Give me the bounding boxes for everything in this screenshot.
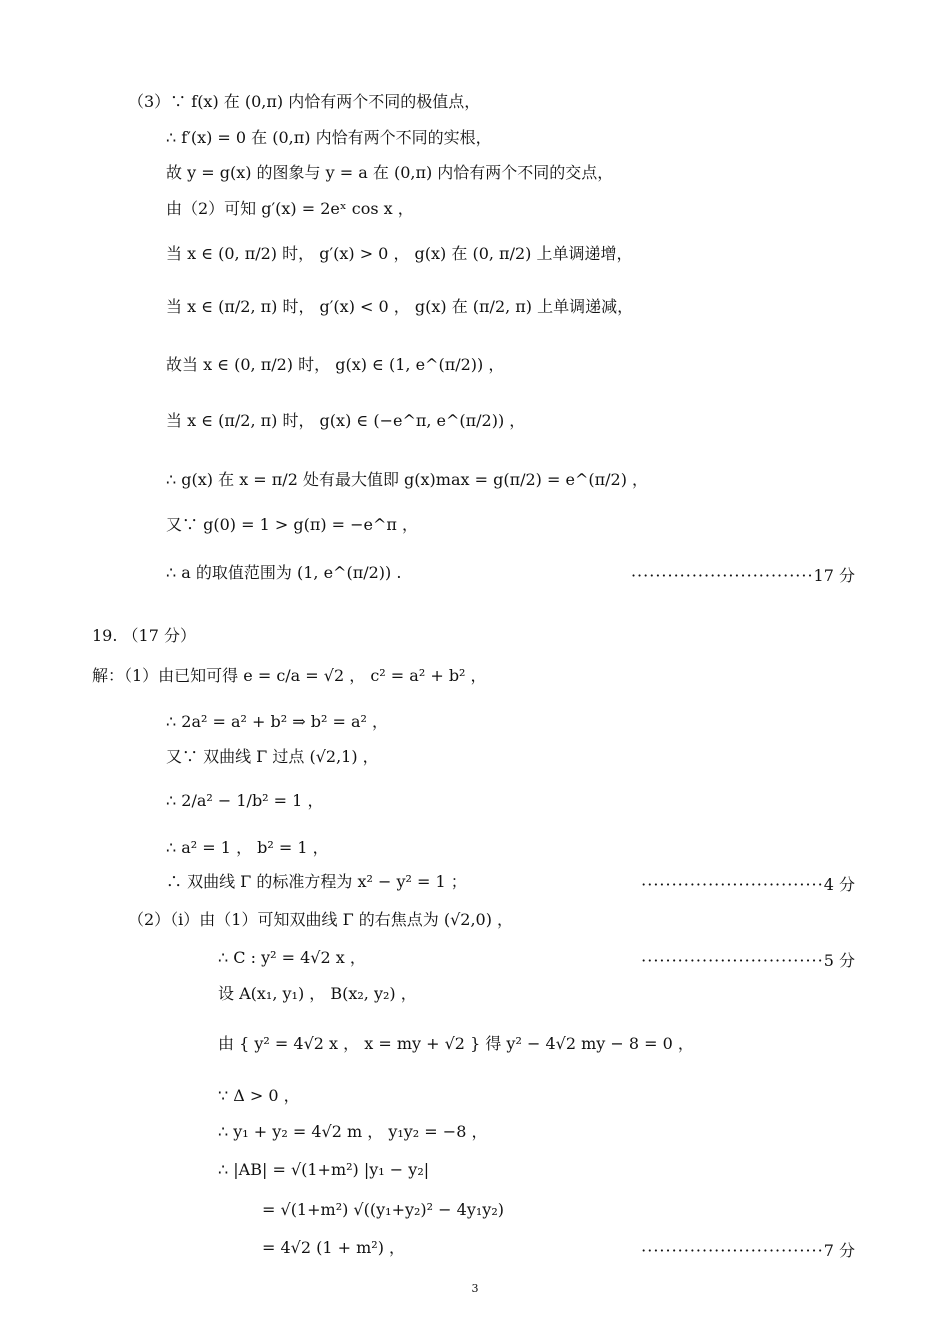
part3-line-3: 故 y = g(x) 的图象与 y = a 在 (0,π) 内恰有两个不同的交点， <box>166 163 614 182</box>
q19-line-10: 由 { y² = 4√2 x ， x = my + √2 } 得 y² − 4√2 my − 8 = 0 ， <box>218 1034 694 1053</box>
part3-line-4: 由（2）可知 g′(x) = 2eˣ cos x ， <box>166 199 414 218</box>
q19-line-2: ∴ 2a² = a² + b² ⇒ b² = a² ， <box>166 712 389 731</box>
q19-line-6: ∴ 双曲线 Γ 的标准方程为 x² − y² = 1 ； <box>166 872 467 891</box>
part3-line-1: （3）∵ f(x) 在 (0,π) 内恰有两个不同的极值点， <box>128 92 481 111</box>
q19-line-3: 又∵ 双曲线 Γ 过点 (√2,1) ， <box>166 747 379 766</box>
q19-line-13: ∴ |AB| = √(1+m²) |y₁ − y₂| <box>218 1160 430 1179</box>
q19-line-14: = √(1+m²) √((y₁+y₂)² − 4y₁y₂) <box>262 1200 504 1219</box>
score-leader-dots: ······························ <box>630 566 814 585</box>
part3-line-6: 当 x ∈ (π/2, π) 时， g′(x) < 0 ， g(x) 在 (π/2, π) 上单调递减， <box>166 297 634 316</box>
part3-line-10: 又∵ g(0) = 1 > g(π) = −e^π ， <box>166 515 419 534</box>
q19-line-4: ∴ 2/a² − 1/b² = 1 ， <box>166 791 324 810</box>
part3-line-11: ∴ a 的取值范围为 (1, e^(π/2)) . <box>166 563 402 582</box>
q19-line-8: ∴ C : y² = 4√2 x ， <box>218 948 366 967</box>
page-number: 3 <box>471 1282 479 1295</box>
part3-line-7: 故当 x ∈ (0, π/2) 时， g(x) ∈ (1, e^(π/2)) ， <box>166 355 505 374</box>
score-marker-5 <box>641 948 855 971</box>
score-leader-dots: ······························ <box>641 875 824 894</box>
q19-line-5: ∴ a² = 1 ， b² = 1 ， <box>166 838 329 857</box>
question-19-header: 19. （17 分） <box>92 626 196 645</box>
score-value: 4 分 <box>823 875 855 894</box>
score-leader-dots: ······························ <box>641 951 824 970</box>
q19-line-7: （2）（ⅰ）由（1）可知双曲线 Γ 的右焦点为 (√2,0) ， <box>128 910 514 929</box>
score-leader-dots: ······························ <box>641 1241 824 1260</box>
score-value: 7 分 <box>823 1241 855 1260</box>
part3-line-5: 当 x ∈ (0, π/2) 时， g′(x) > 0 ， g(x) 在 (0, π/2) 上单调递增， <box>166 244 633 263</box>
q19-line-15: = 4√2 (1 + m²) ， <box>262 1238 406 1257</box>
part3-line-9: ∴ g(x) 在 x = π/2 处有最大值即 g(x)max = g(π/2) = e^(π/2) ， <box>166 470 649 489</box>
score-value: 5 分 <box>823 951 855 970</box>
score-value: 17 分 <box>813 566 855 585</box>
score-marker-17 <box>631 563 855 586</box>
part3-line-2: ∴ f′(x) = 0 在 (0,π) 内恰有两个不同的实根， <box>166 128 492 147</box>
part3-line-8: 当 x ∈ (π/2, π) 时， g(x) ∈ (−e^π, e^(π/2)) ， <box>166 411 526 430</box>
q19-line-1: 解：（1）由已知可得 e = c/a = √2 ， c² = a² + b² ， <box>92 666 487 685</box>
score-marker-4 <box>641 872 855 895</box>
q19-line-11: ∵ Δ > 0 ， <box>218 1086 300 1105</box>
q19-line-9: 设 A(x₁, y₁) ， B(x₂, y₂) ， <box>218 984 417 1003</box>
q19-line-12: ∴ y₁ + y₂ = 4√2 m ， y₁y₂ = −8 ， <box>218 1122 488 1141</box>
score-marker-7 <box>641 1238 855 1261</box>
